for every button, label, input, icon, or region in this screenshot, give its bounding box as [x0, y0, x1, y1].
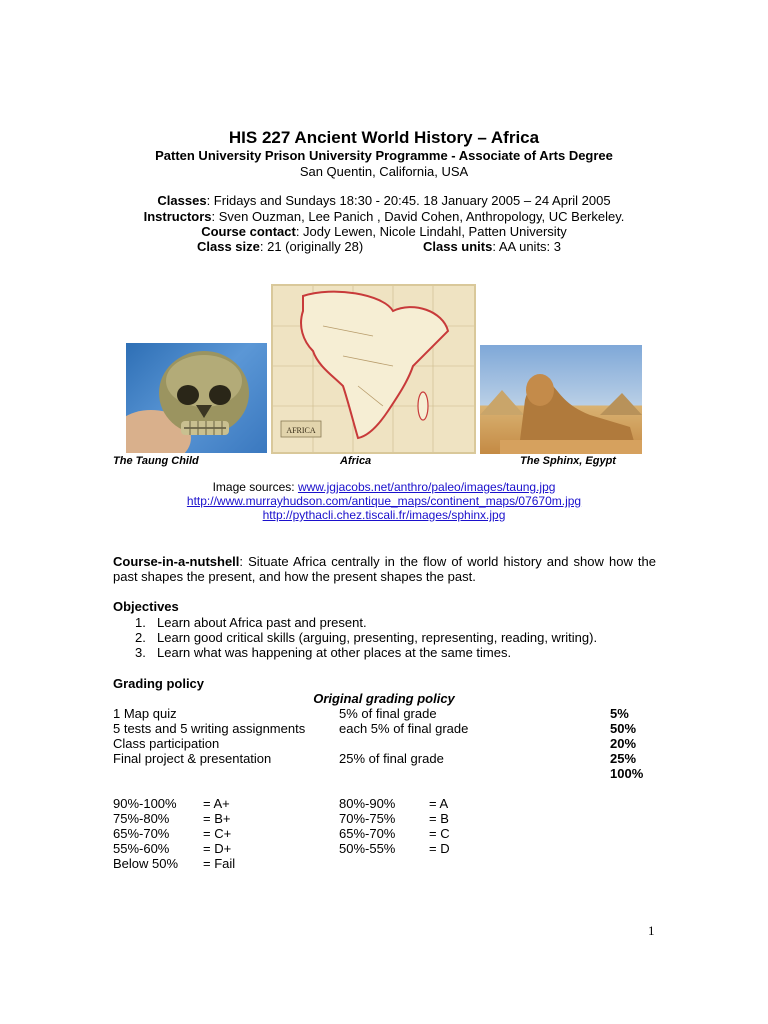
image-sources-line-1	[0, 480, 768, 494]
course-nutshell	[113, 554, 656, 584]
classes-line	[0, 193, 768, 208]
sphinx-image	[480, 345, 642, 454]
page-number: 1	[648, 923, 655, 938]
list-item: 3. Learn what was happening at other places at the same times.	[135, 645, 512, 660]
image-sources-line-3	[0, 508, 768, 522]
africa-map-image	[271, 284, 476, 454]
grade-scale-row: 55%-60% = D+ 50%-55% = D	[113, 841, 450, 856]
program-subtitle: Patten University Prison University Programme - Associate of Arts Degree	[155, 148, 613, 163]
image-sources-prefix: Image sources:	[212, 480, 298, 494]
nutshell-label: Course-in-a-nutshell	[113, 554, 240, 569]
source-link-map[interactable]: http://www.murrayhudson.com/antique_maps/continent_maps/07670m.jpg	[186, 494, 582, 508]
nutshell-text: : Situate Africa centrally in the flow of world history and show how the past shapes the present, and how the present shapes the past.	[113, 554, 656, 584]
grading-row: 1 Map quiz 5% of final grade 5%	[113, 706, 629, 721]
instructors-value: : Sven Ouzman, Lee Panich , David Cohen, Anthropology, UC Berkeley.	[211, 209, 625, 224]
contact-value: : Jody Lewen, Nicole Lindahl, Patten University	[295, 224, 567, 239]
course-title: HIS 227 Ancient World History – Africa	[228, 128, 540, 147]
grading-row: Class participation 20%	[113, 736, 637, 751]
grading-row: Final project & presentation 25% of final grade 25%	[113, 751, 637, 766]
class-units-label: Class units	[423, 239, 493, 254]
caption-africa: Africa	[340, 455, 372, 467]
class-size	[197, 239, 363, 254]
classes-value: : Fridays and Sundays 18:30 - 20:45. 18 January 2005 – 24 April 2005	[206, 193, 611, 208]
list-item: 2. Learn good critical skills (arguing, presenting, representing, reading, writing).	[135, 630, 598, 645]
caption-taung-child: The Taung Child	[113, 455, 199, 467]
source-link-taung[interactable]: www.jgjacobs.net/anthro/paleo/images/taung.jpg	[297, 480, 556, 494]
classes-label: Classes	[157, 193, 207, 208]
grade-scale-row: 75%-80% = B+ 70%-75% = B	[113, 811, 449, 826]
contact-line	[0, 224, 768, 239]
source-link-sphinx[interactable]: http://pythacli.chez.tiscali.fr/images/sphinx.jpg	[262, 508, 506, 522]
location: San Quentin, California, USA	[299, 164, 469, 179]
class-size-label: Class size	[197, 239, 260, 254]
grade-scale-row: 65%-70% = C+ 65%-70% = C	[113, 826, 450, 841]
map-label: AFRICA	[286, 426, 316, 435]
contact-label: Course contact	[201, 224, 296, 239]
instructors-label: Instructors	[143, 209, 212, 224]
grading-row: 5 tests and 5 writing assignments each 5% of final grade 50%	[113, 721, 637, 736]
grading-heading: Grading policy	[113, 676, 205, 691]
grading-total-row: 100%	[610, 766, 644, 781]
taung-child-image	[126, 343, 267, 453]
grade-scale-row: 90%-100% = A+ 80%-90% = A	[113, 796, 449, 811]
instructors-line	[0, 209, 768, 224]
list-item: 1. Learn about Africa past and present.	[135, 615, 367, 630]
objectives-heading: Objectives	[113, 599, 179, 614]
grade-scale-row: Below 50% = Fail	[113, 856, 236, 871]
original-grading-heading: Original grading policy	[313, 691, 455, 706]
class-units-value: : AA units: 3	[492, 239, 562, 254]
objectives-list	[135, 615, 597, 660]
image-sources-line-2	[0, 494, 768, 508]
class-units	[423, 239, 561, 254]
class-size-value: : 21 (originally 28)	[259, 239, 364, 254]
caption-sphinx: The Sphinx, Egypt	[520, 455, 616, 467]
